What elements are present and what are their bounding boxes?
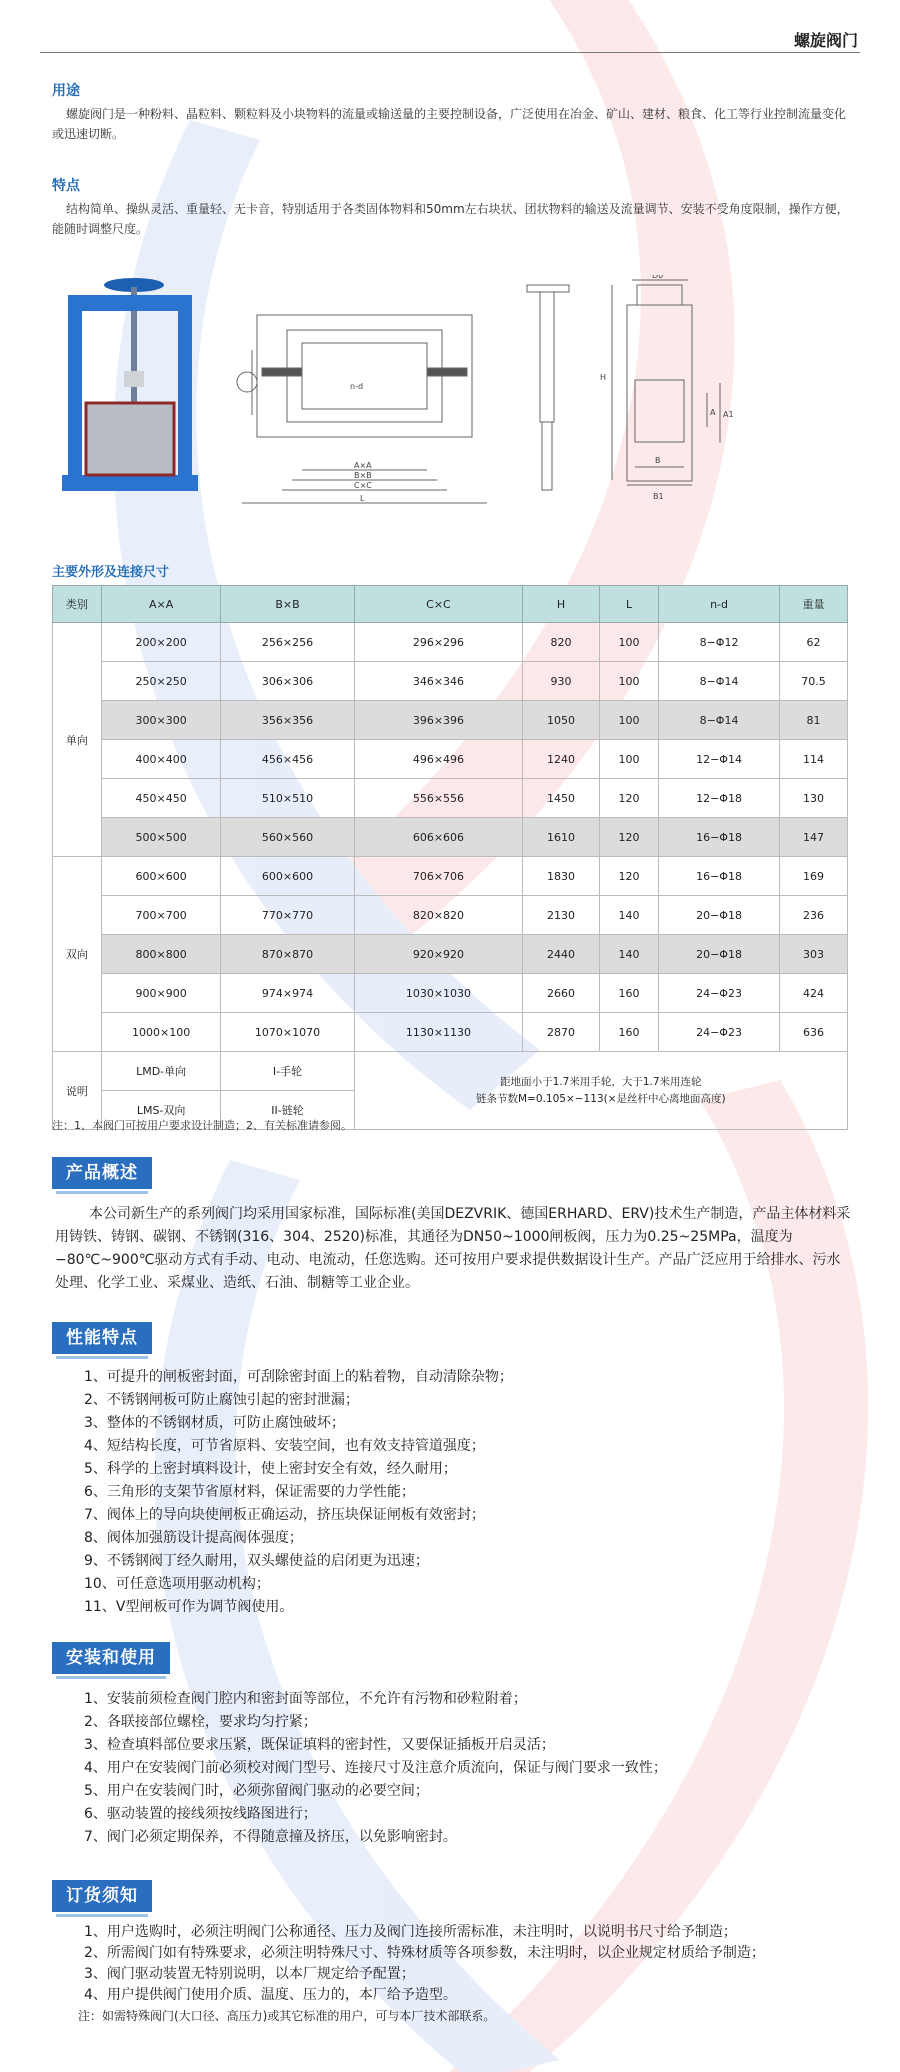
cell: 1240 [523,740,600,779]
cell: 456×456 [221,740,354,779]
cell: 974×974 [221,974,354,1013]
list-item: 7、阀门必须定期保养，不得随意撞及挤压，以免影响密封。 [84,1829,457,1845]
cell: 930 [523,662,600,701]
cell: 1610 [523,818,600,857]
col-header: C×C [354,586,523,623]
cell: 2440 [523,935,600,974]
legend-type: LMD-单向 [101,1052,221,1091]
cell: 306×306 [221,662,354,701]
header-divider [40,52,860,53]
cell: 20−Φ18 [659,935,780,974]
cell: 24−Φ23 [659,974,780,1013]
performance-list [84,1366,864,1619]
cell: 130 [779,779,847,818]
list-item: 1、用户选购时，必须注明阀门公称通径、压力及阀门连接所需标准，未注明时，以说明书尺寸给予制造； [84,1924,737,1940]
list-item: 1、可提升的闸板密封面，可刮除密封面上的粘着物，自动清除杂物； [84,1369,513,1385]
dimensions-title: 主要外形及连接尺寸 [52,565,170,580]
list-item: 11、V型闸板可作为调节阀使用。 [84,1599,294,1615]
group-label: 单向 [53,623,102,857]
cell: 12−Φ14 [659,740,780,779]
col-header: B×B [221,586,354,623]
list-item: 10、可任意选项用驱动机构； [84,1576,270,1592]
list-item: 5、用户在安装阀门时，必须弥留阀门驱动的必要空间； [84,1783,429,1799]
cell: 1070×1070 [221,1013,354,1052]
legend-label: 说明 [53,1052,102,1130]
cell: 20−Φ18 [659,896,780,935]
cell: 303 [779,935,847,974]
usage-text: 螺旋阀门是一种粉料、晶粒料、颗粒料及小块物料的流量或输送量的主要控制设备，广泛使用在冶金、矿山、建材、粮食、化工等行业控制流量变化或迅速切断。 [52,107,847,141]
table-row [53,779,848,818]
group-label: 双向 [53,857,102,1052]
table-row [53,701,848,740]
cell: 346×346 [354,662,523,701]
table-row [53,662,848,701]
cell: 1030×1030 [354,974,523,1013]
cell: 8−Φ12 [659,623,780,662]
cell: 356×356 [221,701,354,740]
cell: 120 [599,818,658,857]
cell: 16−Φ18 [659,818,780,857]
legend-drive: II-链轮 [221,1091,354,1130]
list-item: 4、用户提供阀门使用介质、温度、压力的，本厂给予造型。 [84,1987,457,2003]
label-b: B [655,456,661,465]
usage-heading: 用途 [52,83,80,99]
features-heading: 特点 [52,178,80,194]
cell: 300×300 [101,701,221,740]
table-note: 注：1、本阀门可按用户要求设计制造；2、有关标准请参阅。 [52,1119,352,1132]
legend-remarks [354,1052,847,1130]
cell: 496×496 [354,740,523,779]
cell: 770×770 [221,896,354,935]
cell: 800×800 [101,935,221,974]
features-text: 结构简单、操纵灵活、重量轻、无卡音，特别适用于各类固体物料和50mm左右块状、团状物料的输送及流量调节、安装不受角度限制，操作方便，能随时调整尺度。 [52,202,849,236]
table-row [53,740,848,779]
table-row [53,857,848,896]
cell: 120 [599,779,658,818]
installation-list [84,1688,864,1849]
cell: 12−Φ18 [659,779,780,818]
ordering-note: 注：如需特殊阀门(大口径、高压力)或其它标准的用户，可与本厂技术部联系。 [78,2009,496,2023]
cell: 236 [779,896,847,935]
cell: 100 [599,701,658,740]
overview-text: 本公司新生产的系列阀门均采用国家标准，国际标准(美国DEZVRIK、德国ERHARD、ERV)技术生产制造，产品主体材料采用铸铁、铸钢、碳钢、不锈钢(316、304、2520)标准，其通径为DN50~1000闸板阀，压力为0.25~25MPa，温度为−80℃~900℃驱动方式有手动、电动、电流动，任您选购。还可按用户要求提供数据设计生产。产品广泛应用于给排水、污水处理、化学工业、采煤业、造纸、石油、制糖等工业企业。 [55,1206,851,1291]
cell: 100 [599,662,658,701]
list-item: 7、阀体上的导向块使闸板正确运动，挤压块保证闸板有效密封； [84,1507,485,1523]
cell: 100 [599,740,658,779]
cell: 400×400 [101,740,221,779]
cell: 296×296 [354,623,523,662]
list-item: 6、三角形的支架节省原材料，保证需要的力学性能； [84,1484,415,1500]
ordering-heading: 订货须知 [52,1880,152,1912]
legend-row [53,1052,848,1091]
list-item: 4、短结构长度，可节省原料、安装空间，也有效支持管道强度； [84,1438,485,1454]
col-header: 类别 [53,586,102,623]
cell: 1830 [523,857,600,896]
cell: 120 [599,857,658,896]
cell: 396×396 [354,701,523,740]
list-item: 2、各联接部位螺栓，要求均匀拧紧； [84,1714,317,1730]
list-item: 3、阀门驱动装置无特别说明，以本厂规定给予配置； [84,1966,415,1982]
cell: 62 [779,623,847,662]
label-l: L [360,494,365,503]
table-row [53,818,848,857]
label-a1: A1 [723,410,734,419]
col-header: 重量 [779,586,847,623]
cell: 920×920 [354,935,523,974]
list-item: 9、不锈钢阀丁经久耐用，双头螺使益的启闭更为迅速； [84,1553,429,1569]
col-header: A×A [101,586,221,623]
cell: 8−Φ14 [659,701,780,740]
legend-remark: 距地面小于1.7米用手轮，大于1.7米用连轮 [500,1075,702,1088]
legend-type: LMS-双向 [101,1091,221,1130]
cell: 256×256 [221,623,354,662]
cell: 706×706 [354,857,523,896]
label-cxc: C×C [354,481,372,490]
col-header: n-d [659,586,780,623]
installation-heading: 安装和使用 [52,1642,170,1674]
cell: 16−Φ18 [659,857,780,896]
cell: 600×600 [101,857,221,896]
table-row [53,623,848,662]
overview-heading: 产品概述 [52,1157,152,1189]
cell: 560×560 [221,818,354,857]
cell: 147 [779,818,847,857]
label-b1: B1 [653,492,664,501]
cell: 1450 [523,779,600,818]
cell: 600×600 [221,857,354,896]
col-header: H [523,586,600,623]
cell: 820 [523,623,600,662]
table-row [53,935,848,974]
cell: 160 [599,974,658,1013]
cell: 2660 [523,974,600,1013]
cell: 450×450 [101,779,221,818]
list-item: 4、用户在安装阀门前必须校对阀门型号、连接尺寸及注意介质流向，保证与阀门要求一致性； [84,1760,667,1776]
cell: 556×556 [354,779,523,818]
label-h: H [600,373,607,382]
cell: 114 [779,740,847,779]
list-item: 5、科学的上密封填料设计，使上密封安全有效，经久耐用； [84,1461,457,1477]
cell: 1130×1130 [354,1013,523,1052]
cell: 81 [779,701,847,740]
legend-remark: 链条节数M=0.105×−113(×是丝杆中心离地面高度) [476,1092,726,1105]
cell: 140 [599,935,658,974]
list-item: 1、安装前须检查阀门腔内和密封面等部位，不允许有污物和砂粒附着； [84,1691,527,1707]
label-axa: A×A [354,461,372,470]
col-header: L [599,586,658,623]
cell: 200×200 [101,623,221,662]
cell: 424 [779,974,847,1013]
table-row [53,1013,848,1052]
cell: 636 [779,1013,847,1052]
cell: 500×500 [101,818,221,857]
cell: 140 [599,896,658,935]
cell: 900×900 [101,974,221,1013]
list-item: 8、阀体加强筋设计提高阀体强度； [84,1530,303,1546]
page-title: 螺旋阀门 [793,31,858,50]
cell: 700×700 [101,896,221,935]
cell: 70.5 [779,662,847,701]
ordering-list [52,1922,857,2027]
cell: 820×820 [354,896,523,935]
list-item: 2、不锈钢闸板可防止腐蚀引起的密封泄漏； [84,1392,359,1408]
label-d0: D0 [652,275,664,280]
cell: 606×606 [354,818,523,857]
list-item: 3、检查填料部位要求压紧，既保证填料的密封性，又要保证插板开启灵活； [84,1737,555,1753]
cell: 2130 [523,896,600,935]
end-view-drawing [612,280,720,485]
side-view-drawing [527,285,569,490]
cell: 160 [599,1013,658,1052]
cell: 1000×100 [101,1013,221,1052]
list-item: 3、整体的不锈钢材质，可防止腐蚀破坏； [84,1415,345,1431]
label-bxb: B×B [354,471,372,480]
label-a: A [710,408,716,417]
label-nd: n-d [350,382,364,391]
cell: 510×510 [221,779,354,818]
table-row [53,896,848,935]
list-item: 2、所需阀门如有特殊要求，必须注明特殊尺寸、特殊材质等各项参数，未注明时，以企业规定材质给予制造； [84,1945,765,1961]
cell: 24−Φ23 [659,1013,780,1052]
cell: 1050 [523,701,600,740]
performance-heading: 性能特点 [52,1322,152,1354]
product-photo [62,278,198,491]
legend-drive: I-手轮 [221,1052,354,1091]
cell: 870×870 [221,935,354,974]
list-item: 6、驱动装置的接线须按线路图进行； [84,1806,317,1822]
product-figures [52,275,852,515]
cell: 169 [779,857,847,896]
cell: 100 [599,623,658,662]
cell: 8−Φ14 [659,662,780,701]
cell: 2870 [523,1013,600,1052]
table-row [53,974,848,1013]
drawings-svg [52,275,852,515]
dimensions-table [52,585,848,1130]
cell: 250×250 [101,662,221,701]
